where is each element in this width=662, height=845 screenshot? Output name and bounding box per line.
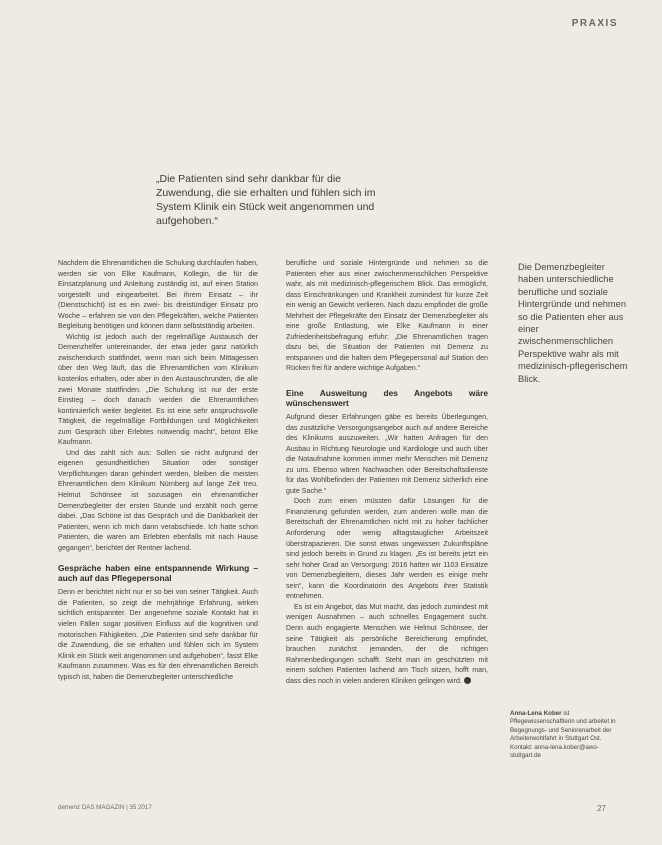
paragraph: [286, 602, 488, 686]
author-contact: Kontakt: anna-lena.kober@awo-stuttgart.de: [510, 743, 599, 760]
paragraph: Nachdem die Ehrenamtlichen die Schulung durchlaufen haben, werden sie von Elke Kaufmann, Kollegin, die für die Einsatzplanung und Anleitung zuständig ist, auf einen Station vorgestellt und eingearbeitet. Bei ihrem Einsatz – ihr (Dienstschicht) ist es ein zwei- bis dreistündiger Einsatz pro Woche – erfahren sie von den Pflegekräften, welche Patienten Begleitung benötigen und können dann selbstständig arbeiten.: [58, 259, 258, 331]
pull-quote: „Die Patienten sind sehr dankbar für die Zuwendung, die sie erhalten und fühlen sich im System Klinik ein Stück weit angenommen und aufgehoben.“: [156, 173, 376, 227]
article-column-2: [286, 258, 488, 686]
paragraph: Aufgrund dieser Erfahrungen gäbe es bereits Überlegungen, das zusätzliche Versorgungsangebot auch auf andere Bereiche des Klinikums auszuweiten. „Wir hatten Anfragen für den Ausbau in Richtung Neurologie und Kardiologie und auch über die Notaufnahme kommen immer mehr Menschen mit Demenz zu uns. Ebenso wären Nachwachen oder Bereitschaftsdienste für das Wohlbefinden der Patienten mit Demenz sicherlich eine gute Sache.“: [286, 413, 488, 495]
paragraph: berufliche und soziale Hintergründe und nehmen so die Patienten eher aus einer zwischenmenschlichen Perspektive wahr, als mit medizinisch-pflegerischem Blick. Das ermöglicht, dass Einschränkungen und Krankheit zumindest für kurze Zeit ein wenig an Gewicht verlieren. Nach dazu empfindet die große Mehrheit der Pflegekräfte den Einsatz der Demenzbegleiter als eine große Entlastung, wie Elke Kaufmann in einer Zufriedenheitsbefragung erfuhr: „Die Ehrenamtlichen tragen dazu bei, die Situation der Patienten mit Demenz zu entspannen und die halten dem Pflegepersonal auf Station den Rücken frei für andere wichtige Aufgaben.“: [286, 259, 488, 373]
page-number: 27: [597, 804, 606, 813]
footer-publication: demenz DAS MAGAZIN | 35 2017: [58, 804, 152, 811]
article-column-1: [58, 258, 258, 682]
paragraph-text: Es ist ein Angebot, das Mut macht, das jedoch zumindest mit wenigen Ausnahmen – auch schnelles Engagement sucht. Denn auch engagierte Menschen wie Helmut Schönsee, der seine Tätigkeit als persönliche Bereicherung empfindet, brauchen zunächst jemanden, der die richtigen Rahmenbedingungen schafft. Steht man im geschützten mit einem solchen Patienten lachend am Tisch sitzen, hofft man, dass dies noch in vielen anderen Kliniken gelingen wird.: [286, 602, 488, 685]
author-box: [510, 710, 620, 760]
author-name: Anna-Lena Kober: [510, 710, 562, 717]
paragraph: Wichtig ist jedoch auch der regelmäßige Austausch der Demenzhelfer untereinander, der etwa jeder ganz natürlich zwischendurch stattfindet, wenn man sich beim Mittagessen über den Weg läuft, das die Ehrenamtlichen vom Klinikum kostenlos erhalten, oder aber in den Austauschrunden, die alle zwei Monate stattfinden. „Die Schulung ist nur der erste Einstieg – doch danach werden die Ehrenamtlichen kontinuierlich weiter begleitet. Es ist eine sehr anspruchsvolle Tätigkeit, die regelmäßige Fortbildungen und Möglichkeiten zum Gespräch über Erlebtes notwendig macht“, betont Elke Kaufmann.: [58, 332, 258, 447]
subheading: Eine Ausweitung des Angebots wäre wünschenswert: [286, 388, 488, 409]
paragraph: Denn er berichtet nicht nur er so bei von seiner Tätigkeit. Auch die Patienten, so zeigt die mehrjährige Erfahrung, wirken sichtlich entspannter. Der angenehme soziale Kontakt hat in vielen Fällen sogar positiven Einfluss auf die kognitiven und motorischen Fähigkeiten. „Die Patienten sind sehr dankbar für die Zuwendung, die sie erhalten und fühlen sich im System Klinik ein Stück weit angenommen und aufgehoben“, fasst Elke Kaufmann zusammen. Was es für den ehrenamtlichen Bereich typisch ist, haben die Demenzbegleiter unterschiedliche: [58, 588, 258, 681]
section-label: PRAXIS: [571, 18, 618, 29]
sidebar-quote: Die Demenzbegleiter haben unterschiedliche berufliche und soziale Hintergründe und nehmen so die Patienten eher aus einer zwischenmenschlichen Perspektive wahr als mit medizinisch-pflegerischem Blick.: [518, 262, 628, 384]
paragraph: Doch zum einen müssten dafür Lösungen für die Finanzierung gefunden werden, zum anderen wolle man die Bereitschaft der Ehrenamtlichen nicht mit zu hoher fachlicher Anforderung oder wenig alltagstauglicher Arbeitszeit überstrapazieren. Die sonst etwas ungewissen Zukunftspläne sind jedoch bereits in Grund zu klagen. „Es ist bereits jetzt ein sehr hoher Grad an Versorgung: 2016 hatten wir 1103 Einsätze von Demenzbegleitern, dieses Jahr werden es einige mehr sein“, kann die Koordinatorin des Angebots ihrer Statistik entnehmen.: [286, 497, 488, 601]
subheading: Gespräche haben eine entspannende Wirkung – auch auf das Pflegepersonal: [58, 563, 258, 584]
paragraph: Und das zahlt sich aus: Sollen sie nicht aufgrund der eigenen gesundheitlichen Situation oder sonstiger Verpflichtungen daran gehindert werden, bleiben die meisten Ehrenamtlichen dem Klinikum Nürnberg auf lange Zeit treu. Helmut Schönsee ist sozusagen ein ehrenamtlicher Demenzbegleiter der ersten Stunde und erzählt noch gerne dabei. „Das Schöne ist das Gespräch und die Dankbarkeit der Patienten, wenn ich mich dann verabschiede. Ich hatte schon Patienten, die waren am Erlebten ebenfalls mit nach Hause gegangen“, berichtet der Rentner lachend.: [58, 448, 258, 552]
author-bio: ist Pflegewissenschaftlerin und arbeitet in Begegnungs- und Seniorenarbeit der Arbeiterwohlfahrt in Stuttgart Ost.: [510, 710, 616, 743]
end-mark-icon: [464, 677, 471, 684]
